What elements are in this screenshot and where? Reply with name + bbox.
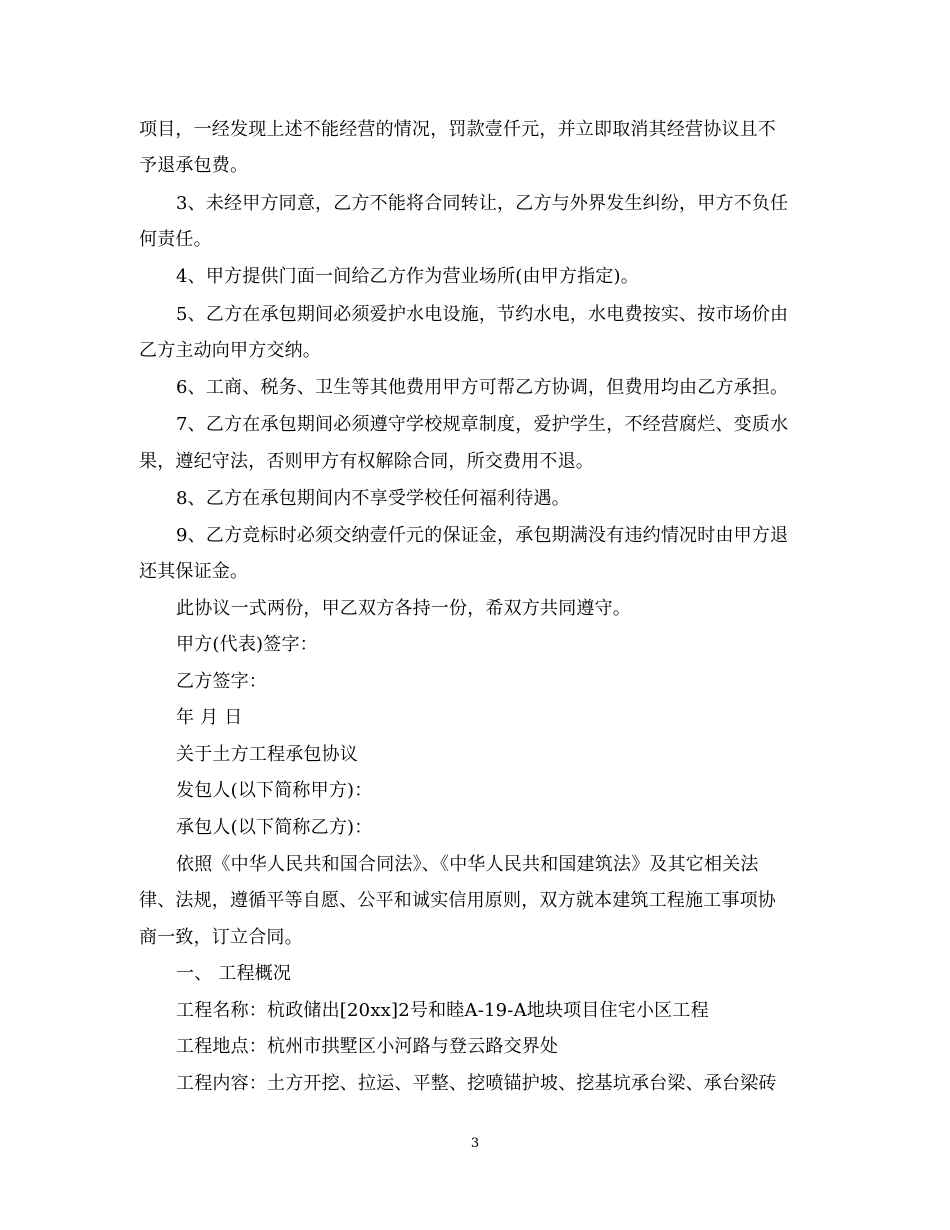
text-line: 依照《中华人民共和国合同法》、《中华人民共和国建筑法》及其它相关法	[176, 854, 759, 875]
text-line: 还其保证金。	[139, 561, 249, 582]
text-line: 5、乙方在承包期间必须爱护水电设施，节约水电，水电费按实、按市场价由	[176, 304, 789, 325]
text-line: 4、甲方提供门面一间给乙方作为营业场所(由甲方指定)。	[176, 266, 639, 287]
text-line: 7、乙方在承包期间必须遵守学校规章制度，爱护学生，不经营腐烂、变质水	[176, 414, 789, 435]
text-line: 工程地点：杭州市拱墅区小河路与登云路交界处	[176, 1036, 559, 1057]
text-line: 工程名称：杭政储出[20xx]2号和睦A-19-A地块项目住宅小区工程	[176, 1000, 709, 1021]
text-line: 承包人(以下简称乙方)：	[176, 817, 373, 838]
text-line: 工程内容：土方开挖、拉运、平整、挖喷锚护坡、挖基坑承台梁、承台梁砖	[176, 1073, 777, 1094]
text-line: 商一致，订立合同。	[139, 927, 303, 948]
text-line: 8、乙方在承包期间内不享受学校任何福利待遇。	[176, 488, 570, 509]
section-title: 关于土方工程承包协议	[176, 744, 358, 765]
signature-line-party-a: 甲方(代表)签字：	[176, 634, 318, 655]
text-line: 6、工商、税务、卫生等其他费用甲方可帮乙方协调，但费用均由乙方承担。	[176, 377, 789, 398]
text-line: 予退承包费。	[139, 155, 249, 176]
text-line: 乙方主动向甲方交纳。	[139, 340, 321, 361]
text-line: 项目，一经发现上述不能经营的情况，罚款壹仟元，并立即取消其经营协议且不	[139, 119, 776, 140]
text-line: 果，遵纪守法，否则甲方有权解除合同，所交费用不退。	[139, 451, 594, 472]
text-line: 9、乙方竞标时必须交纳壹仟元的保证金，承包期满没有违约情况时由甲方退	[176, 525, 789, 546]
signature-line-party-b: 乙方签字：	[176, 671, 267, 692]
text-line: 何责任。	[139, 229, 212, 250]
text-line: 律、法规，遵循平等自愿、公平和诚实信用原则，双方就本建筑工程施工事项协	[139, 890, 776, 911]
date-line: 年 月 日	[176, 707, 243, 728]
text-line: 3、未经甲方同意，乙方不能将合同转让，乙方与外界发生纠纷，甲方不负任	[176, 193, 789, 214]
section-heading: 一、 工程概况	[176, 963, 292, 984]
text-line: 此协议一式两份，甲乙双方各持一份，希双方共同遵守。	[176, 598, 631, 619]
page-number: 3	[470, 1136, 480, 1151]
text-line: 发包人(以下简称甲方)：	[176, 780, 373, 801]
